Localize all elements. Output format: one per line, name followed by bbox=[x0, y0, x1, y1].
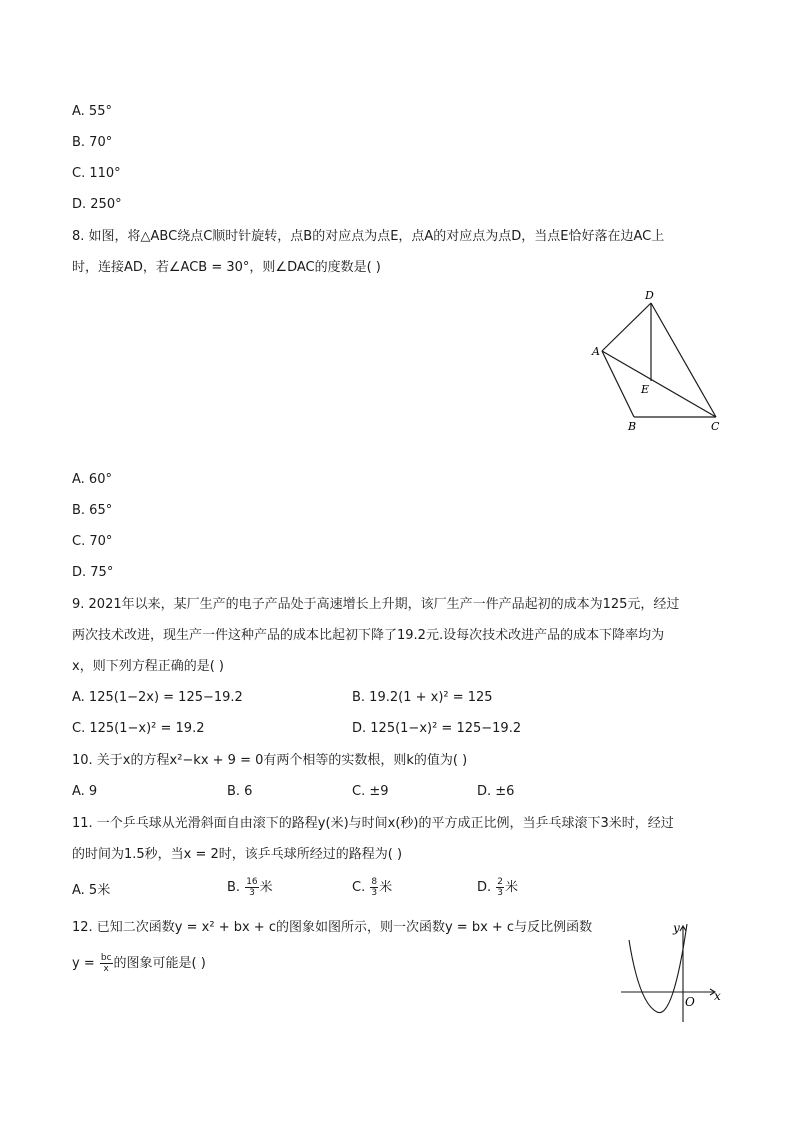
q9-stem-line2: 两次技术改进，现生产一件这种产品的成本比起初下降了19.2元.设每次技术改进产品的成本下降率均为 bbox=[72, 628, 665, 643]
q11-option-b-unit: 米 bbox=[259, 880, 273, 895]
q12-fraction-numerator: bc bbox=[100, 953, 112, 963]
q12-parabola-graph bbox=[615, 918, 730, 1028]
q11-stem-line2: 的时间为1.5秒，当x = 2时，该乒乓球所经过的路程为( ) bbox=[72, 847, 403, 862]
q11-option-b bbox=[227, 877, 273, 898]
q11-option-a: A. 5米 bbox=[72, 883, 111, 898]
q8-stem-line1: 8. 如图，将△ABC绕点C顺时针旋转，点B的对应点为点E，点A的对应点为点D，当点E恰好落在边AC上 bbox=[72, 229, 665, 244]
q11-option-c-prefix: C. bbox=[352, 880, 366, 895]
q10-option-b: B. 6 bbox=[227, 784, 253, 799]
q9-option-c: C. 125(1−x)² = 19.2 bbox=[72, 721, 205, 736]
q11-option-d-prefix: D. bbox=[477, 880, 492, 895]
q12-fraction-denominator: x bbox=[103, 964, 109, 974]
q12-stem-line1: 12. 已知二次函数y = x² + bx + c的图象如图所示，则一次函数y = bx + c与反比例函数 bbox=[72, 920, 593, 935]
q9-option-a: A. 125(1−2x) = 125−19.2 bbox=[72, 690, 243, 705]
q12-function-prefix: y = bbox=[72, 956, 95, 971]
q11-option-c-denominator: 3 bbox=[371, 888, 378, 898]
q11-option-c-numerator: 8 bbox=[371, 877, 378, 887]
q8-option-d: D. 75° bbox=[72, 565, 114, 580]
q9-option-b: B. 19.2(1 + x)² = 125 bbox=[352, 690, 493, 705]
q9-stem-line3: x，则下列方程正确的是( ) bbox=[72, 659, 224, 674]
q11-option-b-prefix: B. bbox=[227, 880, 241, 895]
q11-stem-line1: 11. 一个乒乓球从光滑斜面自由滚下的路程y(米)与时间x(秒)的平方成正比例，当乒乓球滚下3米时，经过 bbox=[72, 816, 674, 831]
figure-label-a: A bbox=[592, 345, 600, 358]
q11-option-c bbox=[352, 877, 392, 898]
q10-option-d: D. ±6 bbox=[477, 784, 515, 799]
q12-stem-line2 bbox=[72, 953, 206, 974]
figure-label-e: E bbox=[641, 383, 650, 396]
q9-option-d: D. 125(1−x)² = 125−19.2 bbox=[352, 721, 522, 736]
q7-option-b: B. 70° bbox=[72, 135, 113, 150]
figure-label-c: C bbox=[711, 420, 720, 433]
q10-option-a: A. 9 bbox=[72, 784, 98, 799]
q11-option-b-numerator: 16 bbox=[246, 877, 258, 887]
q8-option-a: A. 60° bbox=[72, 472, 112, 487]
graph-label-y: y bbox=[673, 921, 680, 935]
q11-option-c-unit: 米 bbox=[379, 880, 393, 895]
figure-label-d: D bbox=[645, 289, 654, 302]
q7-option-a: A. 55° bbox=[72, 104, 112, 119]
figure-label-b: B bbox=[628, 420, 637, 433]
q11-option-d bbox=[477, 877, 518, 898]
q11-option-d-fraction bbox=[496, 877, 504, 898]
q10-stem: 10. 关于x的方程x²−kx + 9 = 0有两个相等的实数根，则k的值为( ) bbox=[72, 753, 468, 768]
q12-function-fraction bbox=[100, 953, 113, 974]
q11-option-c-fraction bbox=[370, 877, 378, 898]
q11-option-d-denominator: 3 bbox=[497, 888, 504, 898]
graph-label-x: x bbox=[714, 989, 721, 1003]
q8-triangle-figure bbox=[585, 285, 745, 435]
q10-option-c: C. ±9 bbox=[352, 784, 389, 799]
q7-option-d: D. 250° bbox=[72, 197, 122, 212]
q11-option-d-numerator: 2 bbox=[497, 877, 504, 887]
q11-option-d-unit: 米 bbox=[505, 880, 519, 895]
q8-stem-line2: 时，连接AD，若∠ACB = 30°，则∠DAC的度数是( ) bbox=[72, 260, 381, 275]
q11-option-b-fraction bbox=[245, 877, 258, 898]
graph-label-origin: O bbox=[685, 995, 695, 1009]
q11-option-b-denominator: 3 bbox=[249, 888, 255, 898]
q7-option-c: C. 110° bbox=[72, 166, 121, 181]
q8-option-b: B. 65° bbox=[72, 503, 113, 518]
q9-stem-line1: 9. 2021年以来，某厂生产的电子产品处于高速增长上升期，该厂生产一件产品起初的成本为125元，经过 bbox=[72, 597, 680, 612]
q12-stem-suffix: 的图象可能是( ) bbox=[113, 956, 206, 971]
q8-option-c: C. 70° bbox=[72, 534, 113, 549]
